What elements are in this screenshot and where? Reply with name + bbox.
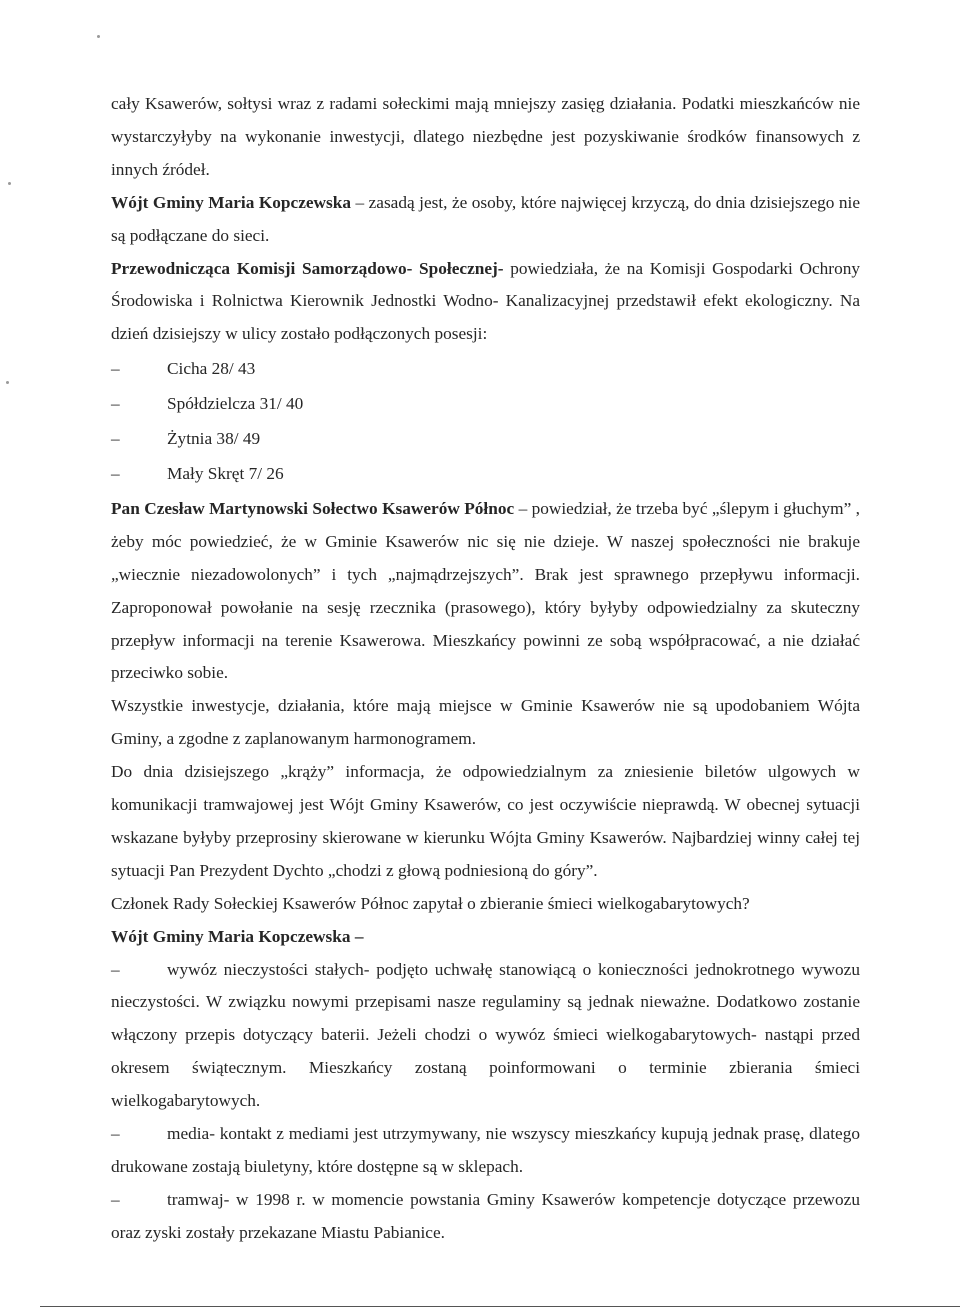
point-text [111, 1118, 860, 1184]
document-page [111, 88, 860, 1250]
paragraph-committee-chair [111, 253, 860, 352]
paragraph-1: cały Ksawerów, sołtysi wraz z radami sołeckimi mają mniejszy zasięg działania. Podatki mieszkańców nie wystarczyłyby na wykonanie inwestycji, dlatego niezbędne jest pozyskiwanie środków finansowych z innych źródeł. [111, 94, 860, 179]
speaker-name: Przewodnicząca Komisji Samorządowo- Społecznej- [111, 258, 504, 278]
street-label: Żytnia 38/ 49 [167, 429, 261, 449]
list-item [111, 388, 860, 421]
speaker-name: Pan Czesław Martynowski Sołectwo Ksawerów Północ [111, 498, 515, 518]
dash-marker: – [111, 394, 120, 414]
dash-marker: – [111, 1189, 120, 1209]
list-item [111, 458, 860, 491]
list-item [111, 353, 860, 386]
street-label: Cicha 28/ 43 [167, 359, 256, 379]
street-list [111, 353, 860, 491]
point-text [111, 954, 860, 1119]
dash-marker: – [111, 959, 120, 979]
dash-marker: – [111, 429, 120, 449]
dash-marker: – [111, 1124, 120, 1144]
scan-speck [6, 381, 9, 384]
list-item [111, 423, 860, 456]
speaker-name: Wójt Gminy Maria Kopczewska [111, 192, 351, 212]
scan-speck [8, 182, 11, 185]
answer-points [111, 954, 860, 1250]
statement-text: – zasadą jest, że osoby, które najwięcej krzyczą, do dnia dzisiejszego nie są podłączane do sieci. [111, 192, 860, 245]
paragraph-wojt-statement [111, 187, 860, 253]
paragraph-investments: Wszystkie inwestycje, działania, które mają miejsce w Gminie Ksawerów nie są upodobaniem Wójta Gminy, a zgodne z zaplanowanym harmonogramem. [111, 696, 860, 749]
street-label: Spółdzielcza 31/ 40 [167, 394, 304, 414]
paragraph-question: Członek Rady Sołeckiej Ksawerów Północ zapytał o zbieranie śmieci wielkogabarytowych? [111, 893, 750, 913]
statement-text: – powiedział, że trzeba być „ślepym i głuchym” , żeby móc powiedzieć, że w Gminie Ksawerów nic się nie dzieje. W naszej społeczności nie brakuje „wiecznie niezadowolonych” i tych „najmądrzejszych”. Brak jest sprawnego przepływu informacji. Zaproponował powołanie na sesję rzecznika (prasowego), który byłyby odpowiedzialny za skuteczny przepływ informacji na terenie Ksawerowa. Mieszkańcy powinni ze sobą współpracować, a nie działać przeciwko sobie. [111, 498, 860, 683]
paragraph-martynowski [111, 493, 860, 690]
point-body: wywóz nieczystości stałych- podjęto uchwałę stanowiącą o konieczności jednokrotnego wywozu nieczystości. W związku nowymi przepisami nasze regulaminy są jednak nieważne. Dodatkowo zostanie włączony przepis dotyczący baterii. Jeżeli chodzi o wywóz śmieci wielkogabarytowych- nastąpi przed okresem świątecznym. Mieszkańcy zostaną poinformowani o terminie zbierania śmieci wielkogabarytowych. [111, 959, 860, 1111]
statement-text: powiedziała, że na Komisji Gospodarki Ochrony Środowiska i Rolnictwa Kierownik Jednostki Wodno- Kanalizacyjnej przedstawił efekt ekologiczny. Na dzień dzisiejszy w ulicy zostało podłączonych posesji: [111, 258, 860, 344]
paragraph-tickets: Do dnia dzisiejszego „krąży” informacja, że odpowiedzialnym za zniesienie biletów ulgowych w komunikacji tramwajowej jest Wójt Gminy Ksawerów, co jest oczywiście nieprawdą. W obecnej sytuacji wskazane byłyby przeprosiny skierowane w kierunku Wójta Gminy Ksawerów. Najbardziej winny całej tej sytuacji Pan Prezydent Dychto „chodzi z głową podniesioną do góry”. [111, 762, 860, 880]
page-bottom-rule [40, 1306, 960, 1307]
point-body: tramwaj- w 1998 r. w momencie powstania Gminy Ksawerów kompetencje dotyczące przewozu oraz zyski zostały przekazane Miastu Pabianice. [111, 1189, 860, 1242]
dash-marker: – [111, 359, 120, 379]
point-text [111, 1184, 860, 1250]
dash-marker: – [111, 463, 120, 483]
speaker-heading: Wójt Gminy Maria Kopczewska – [111, 926, 364, 946]
street-label: Mały Skręt 7/ 26 [167, 463, 284, 483]
scan-speck [97, 35, 100, 38]
point-body: media- kontakt z mediami jest utrzymywany, nie wszyscy mieszkańcy kupują jednak prasę, dlatego drukowane zostają biuletyny, które dostępne są w sklepach. [111, 1124, 860, 1177]
